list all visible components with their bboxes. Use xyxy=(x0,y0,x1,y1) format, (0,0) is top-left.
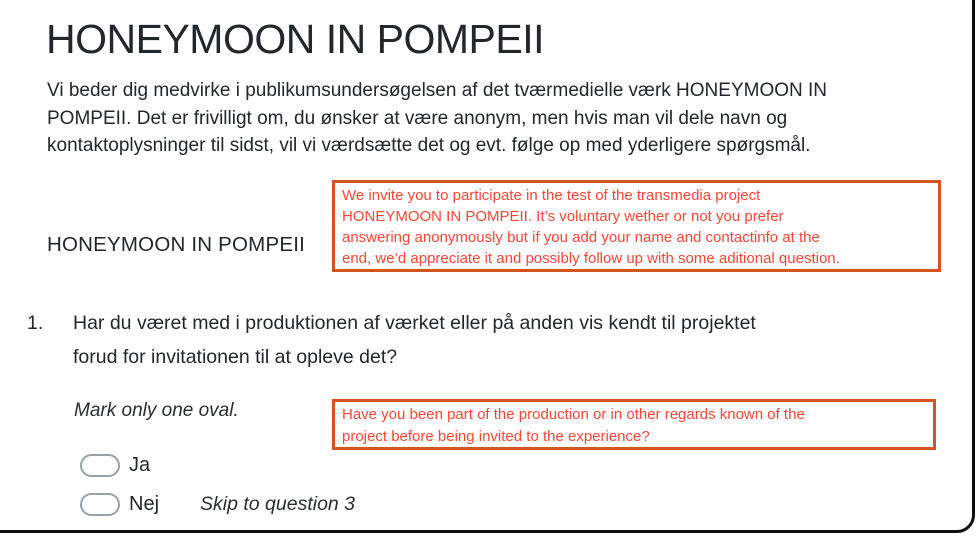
translation-note-question xyxy=(332,399,936,450)
option-label-nej: Nej xyxy=(129,493,160,515)
intro-line: Vi beder dig medvirke i publikumsundersøgelsen af det tværmedielle værk HONEYMOON IN xyxy=(47,80,828,101)
radio-oval-ja[interactable] xyxy=(80,454,120,477)
translation-line: We invite you to participate in the test of the transmedia project xyxy=(342,187,761,204)
intro-line: POMPEII. Det er frivilligt om, du ønsker at være anonym, men hvis man vil dele navn og xyxy=(47,107,788,129)
translation-line: Have you been part of the production or in other regards known of the xyxy=(342,406,805,423)
question-text xyxy=(73,306,756,374)
option-label-ja: Ja xyxy=(129,454,151,476)
translation-note-intro xyxy=(332,180,941,272)
question-text-line: Har du været med i produktionen af værket eller på anden vis kendt til projektet xyxy=(73,312,756,334)
translation-line: HONEYMOON IN POMPEII. It’s voluntary wether or not you prefer xyxy=(342,208,784,225)
translation-line: answering anonymously but if you add your name and contactinfo at the xyxy=(342,229,820,246)
skip-logic-note: Skip to question 3 xyxy=(200,493,356,515)
section-header-label: HONEYMOON IN POMPEII xyxy=(47,233,305,256)
question-number: 1. xyxy=(27,312,44,334)
question-text-line: forud for invitationen til at opleve det? xyxy=(73,346,398,368)
translation-line: project before being invited to the experience? xyxy=(342,428,650,445)
translation-line: end, we’d appreciate it and possibly follow up with some aditional question. xyxy=(342,250,840,267)
question-instruction: Mark only one oval. xyxy=(74,400,239,421)
form-intro-paragraph xyxy=(47,77,827,160)
radio-oval-nej[interactable] xyxy=(80,493,120,516)
intro-line: kontaktoplysninger til sidst, vil vi værdsætte det og evt. følge op med yderligere spørgsmål. xyxy=(47,135,811,156)
form-title: HONEYMOON IN POMPEII xyxy=(46,16,544,62)
